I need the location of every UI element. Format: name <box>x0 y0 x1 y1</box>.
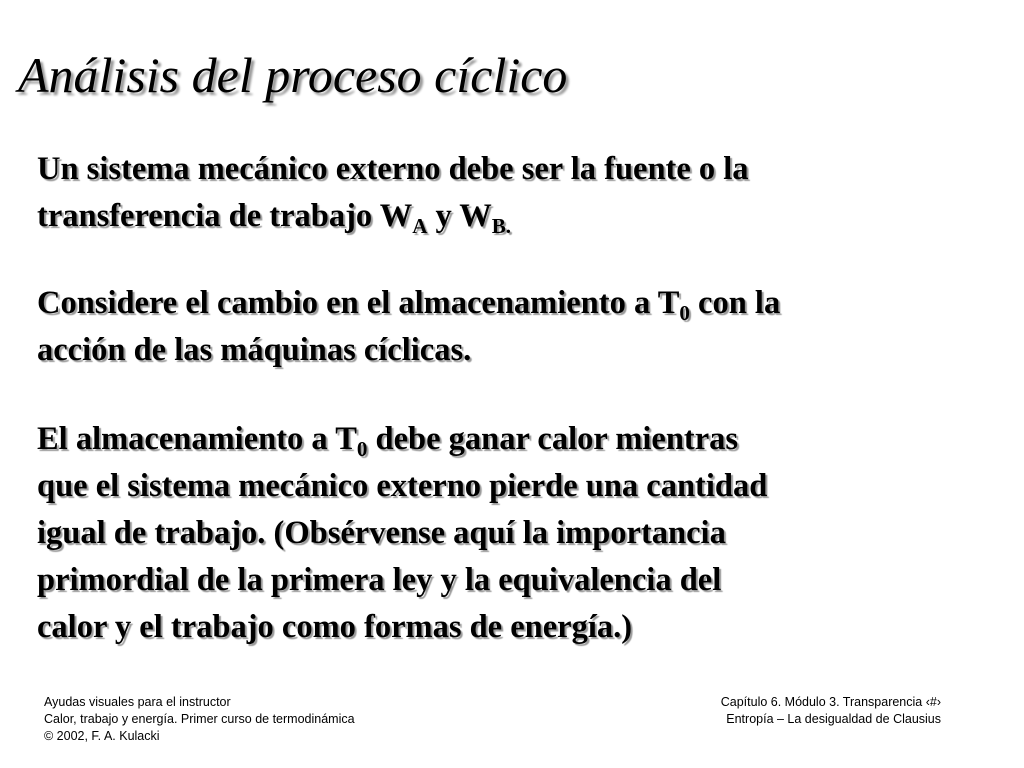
footer-topic-line: Entropía – La desigualdad de Clausius <box>726 712 941 726</box>
footer-subject-line: Calor, trabajo y energía. Primer curso de termodinámica <box>44 712 355 726</box>
paragraph-text: con la <box>689 285 781 321</box>
slide-title: Análisis del proceso cíclico <box>18 47 568 103</box>
paragraph-storage-change <box>37 280 987 374</box>
subscript-zero: 0 <box>679 301 690 325</box>
paragraph-line: calor y el trabajo como formas de energía.) <box>37 609 633 645</box>
footer-left <box>44 694 355 745</box>
paragraph-line: Un sistema mecánico externo debe ser la fuente o la <box>37 151 749 187</box>
paragraph-text: y W <box>427 198 492 234</box>
paragraph-text: debe ganar calor mientras <box>367 421 739 457</box>
paragraph-line: igual de trabajo. (Obsérvense aquí la importancia <box>37 515 726 551</box>
paragraph-external-system <box>37 146 987 240</box>
subscript-zero: 0 <box>356 437 368 461</box>
paragraph-text: El almacenamiento a T <box>37 421 357 457</box>
footer-right <box>721 694 941 728</box>
subscript-b: B. <box>491 214 512 238</box>
subscript-a: A <box>412 214 428 238</box>
footer-copyright-line: © 2002, F. A. Kulacki <box>44 729 160 743</box>
paragraph-line: que el sistema mecánico externo pierde una cantidad <box>37 468 768 504</box>
footer-chapter-line: Capítulo 6. Módulo 3. Transparencia ‹#› <box>720 695 941 709</box>
paragraph-line: primordial de la primera ley y la equivalencia del <box>37 562 722 598</box>
paragraph-line: acción de las máquinas cíclicas. <box>37 332 472 368</box>
paragraph-text: transferencia de trabajo W <box>37 198 413 234</box>
paragraph-text: Considere el cambio en el almacenamiento a T <box>37 285 680 321</box>
paragraph-heat-gain <box>37 416 987 651</box>
footer-course-line: Ayudas visuales para el instructor <box>44 695 231 709</box>
